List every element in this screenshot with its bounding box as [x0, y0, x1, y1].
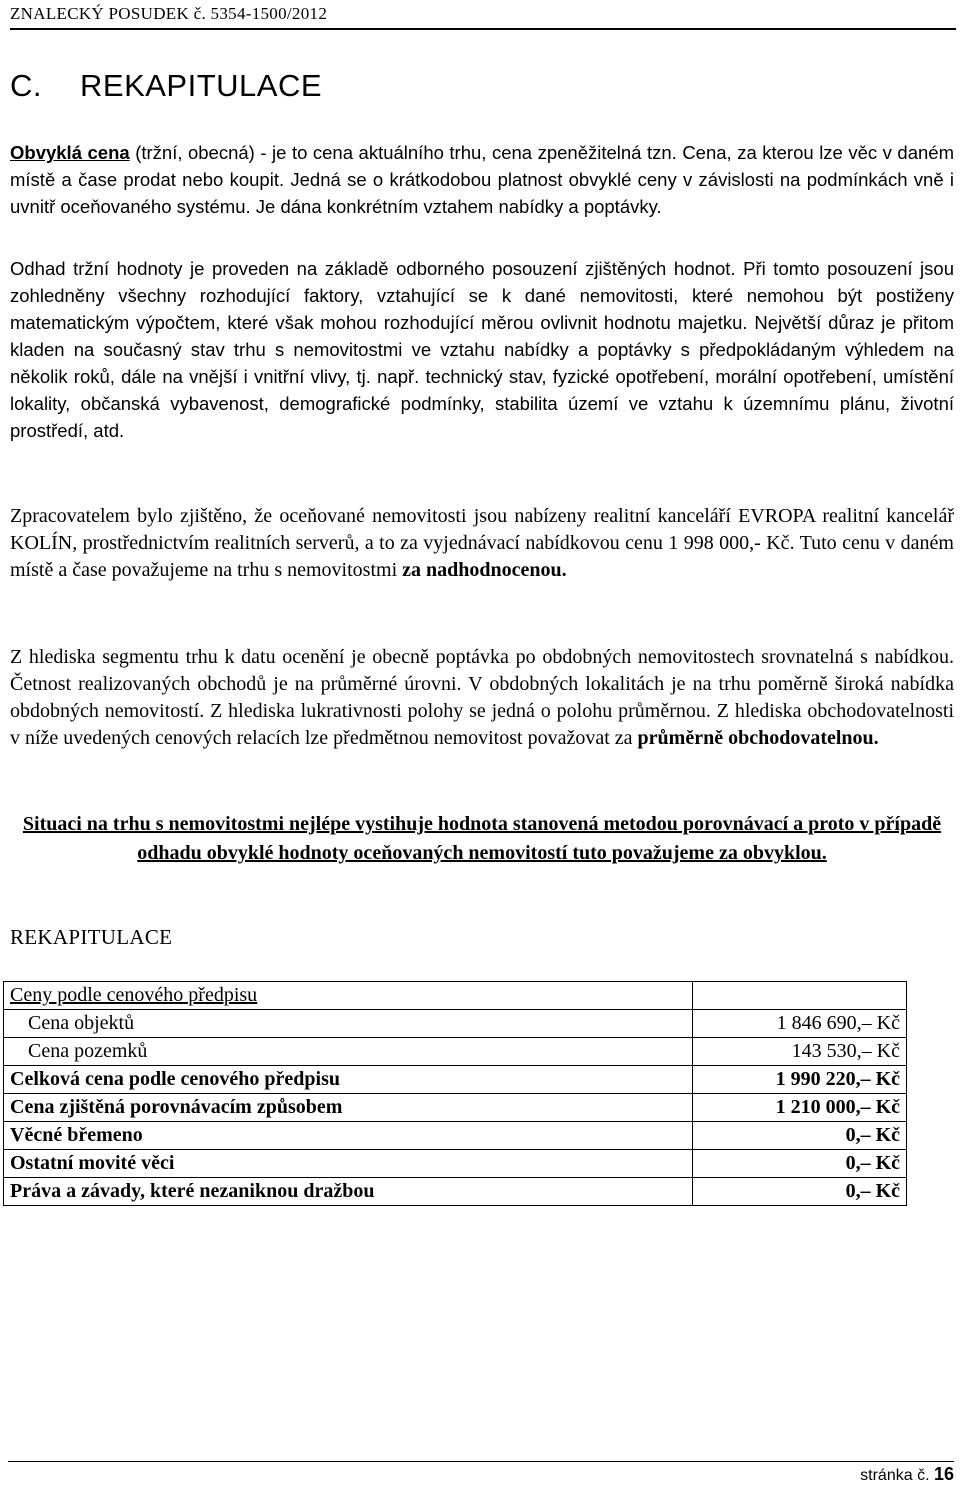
recap-heading: REKAPITULACE — [10, 925, 173, 949]
document-header — [10, 4, 956, 30]
paragraph-text: (tržní, obecná) - je to cena aktuálního trhu, cena zpeněžitelná tzn. Cena, za kterou lze věc v daném místě a čase prodat nebo koupit. Jedná se o krátkodobou platnost obvyklé ceny v závislosti na podmínkách vně i uvnitř oceňovaného systému. Je dána konkrétním vztahem nabídky a poptávky. — [10, 142, 954, 217]
row-label: Práva a závady, které nezaniknou dražbou — [4, 1178, 693, 1206]
term-obvykla-cena: Obvyklá cena — [10, 142, 130, 163]
row-label: Cena objektů — [4, 1010, 693, 1038]
conclusion-statement: Situaci na trhu s nemovitostmi nejlépe vystihuje hodnota stanovená metodou porovnávací a proto v případě odhadu obvyklé hodnoty oceňovaných nemovitostí tuto považujeme za obvyklou. — [22, 813, 942, 864]
table-row — [4, 1178, 907, 1206]
paragraph-offer-finding — [10, 503, 954, 584]
row-label: Cena zjištěná porovnávacím způsobem — [4, 1094, 693, 1122]
row-label: Cena pozemků — [4, 1038, 693, 1066]
row-amount: 1 846 690,– Kč — [693, 1010, 907, 1038]
row-amount: 1 990 220,– Kč — [693, 1066, 907, 1094]
row-amount: 0,– Kč — [693, 1122, 907, 1150]
paragraph-text: Z hlediska segmentu trhu k datu ocenění je obecně poptávka po obdobných nemovitostech srovnatelná s nabídkou. Četnost realizovaných obchodů je na průměrné úrovni. V obdobných lokalitách je na trhu poměrně široká nabídka obdobných nemovitostí. Z hlediska lukrativnosti polohy se jedná o polohu průměrnou. Z hlediska obchodovatelnosti v níže uvedených cenových relacích lze předmětnou nemovitost považovat za — [10, 646, 954, 749]
page-footer — [8, 1461, 954, 1485]
page-label: stránka č. — [860, 1467, 930, 1484]
row-label: Celková cena podle cenového předpisu — [4, 1066, 693, 1094]
section-heading — [10, 68, 322, 104]
paragraph-bold-conclusion: průměrně obchodovatelnou. — [637, 727, 879, 749]
recap-table — [3, 981, 907, 1206]
row-amount: 1 210 000,– Kč — [693, 1094, 907, 1122]
row-amount: 0,– Kč — [693, 1178, 907, 1206]
row-label: Ceny podle cenového předpisu — [4, 982, 693, 1010]
section-title: REKAPITULACE — [80, 68, 323, 103]
row-label: Věcné břemeno — [4, 1122, 693, 1150]
table-row — [4, 1122, 907, 1150]
paragraph-market-price-definition — [10, 139, 954, 220]
section-number: C. — [10, 68, 42, 103]
paragraph-text: Zpracovatelem bylo zjištěno, že oceňované nemovitosti jsou nabízeny realitní kanceláří EVROPA realitní kancelář KOLÍN, prostřednictvím realitních serverů, a to za vyjednávací nabídkovou cenu 1 998 000,- Kč. Tuto cenu v daném místě a čase považujeme na trhu s nemovitostmi — [10, 505, 954, 581]
document-title: ZNALECKÝ POSUDEK č. 5354-1500/2012 — [10, 4, 328, 23]
paragraph-estimate-basis — [10, 255, 954, 444]
row-label: Ostatní movité věci — [4, 1150, 693, 1178]
paragraph-bold-conclusion: za nadhodnocenou. — [402, 559, 567, 581]
paragraph-market-segment — [10, 644, 954, 752]
page-number: 16 — [933, 1464, 954, 1484]
row-amount: 0,– Kč — [693, 1150, 907, 1178]
table-row — [4, 1010, 907, 1038]
paragraph-text: Odhad tržní hodnoty je proveden na základě odborného posouzení zjištěných hodnot. Při tomto posouzení jsou zohledněny všechny rozhodující faktory, vztahující se k dané nemovitosti, které nemohou být postiženy matematickým výpočtem, které však mohou rozhodující měrou ovlivnit hodnotu majetku. Největší důraz je přitom kladen na současný stav trhu s nemovitostmi ve vztahu nabídky a poptávky s předpokládaným výhledem na několik roků, dále na vnější i vnitřní vlivy, tj. např. technický stav, fyzické opotřebení, morální opotřebení, umístění lokality, občanská vybavenost, demografické podmínky, stabilita území ve vztahu k územnímu plánu, životní prostředí, atd. — [10, 258, 954, 441]
table-row — [4, 982, 907, 1010]
row-amount: 143 530,– Kč — [693, 1038, 907, 1066]
row-amount — [693, 982, 907, 1010]
table-row — [4, 1038, 907, 1066]
table-row — [4, 1066, 907, 1094]
table-row — [4, 1150, 907, 1178]
table-row — [4, 1094, 907, 1122]
